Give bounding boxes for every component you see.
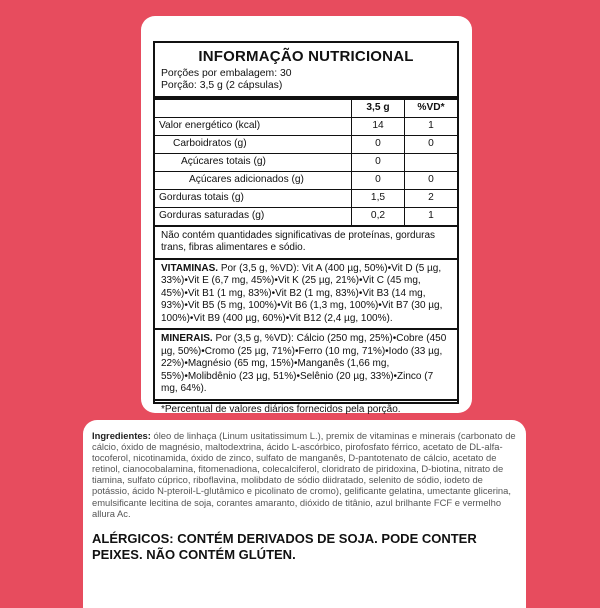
table-row [155, 153, 457, 171]
row-amount: 14 [352, 117, 405, 135]
minerals-section [155, 330, 457, 401]
row-amount: 1,5 [352, 189, 405, 207]
minerals-text: Por (3,5 g, %VD): Cálcio (250 mg, 25%)•Cobre (450 µg, 50%)•Cromo (25 µg, 71%)•Ferro (10 mg, 71%)•Iodo (33 µg, 22%)•Magnésio (65 mg, 15%)•Manganês (1,66 mg, 55%)•Molibdênio (23 µg, 51%)•Selênio (20 µg, 33%)•Zinco (7 mg, 64%). [161, 333, 447, 395]
row-label: Açúcares totais (g) [155, 153, 352, 171]
table-row [155, 207, 457, 226]
row-amount: 0 [352, 135, 405, 153]
row-dv: 0 [405, 171, 458, 189]
row-amount: 0 [352, 153, 405, 171]
ingredients-text-block [92, 430, 518, 519]
table-row [155, 117, 457, 135]
nutrition-facts-label [153, 41, 459, 415]
row-label: Carboidratos (g) [155, 135, 352, 153]
label-title: INFORMAÇÃO NUTRICIONAL [198, 48, 414, 65]
row-label: Gorduras saturadas (g) [155, 207, 352, 226]
nutrition-table [155, 100, 457, 227]
footnote: *Percentual de valores diários fornecidos pela porção. [161, 403, 401, 415]
vitamins-text: Por (3,5 g, %VD): Vit A (400 µg, 50%)•Vit D (5 µg, 33%)•Vit E (6,7 mg, 45%)•Vit K (25 µg, 21%)•Vit C (45 mg, 45%)•Vit B1 (1 mg, 83%)•Vit B2 (1 mg, 83%)•Vit B3 (14 mg, 93%)•Vit B5 (5 mg, 100%)•Vit B6 (1,3 mg, 100%)•Vit B7 (30 µg, 100%)•Vit B9 (400 µg, 60%)•Vit B12 (2,4 µg, 100%). [161, 262, 443, 324]
table-row [155, 135, 457, 153]
row-dv: 1 [405, 117, 458, 135]
minerals-label: MINERAIS. [161, 333, 213, 345]
servings-per-package: Porções por embalagem: 30 [161, 68, 292, 79]
vitamins-section [155, 260, 457, 331]
serving-size: Porção: 3,5 g (2 cápsulas) [161, 80, 283, 92]
row-amount: 0 [352, 171, 405, 189]
row-dv: 1 [405, 207, 458, 226]
table-row [155, 171, 457, 189]
header-cell-label [155, 100, 352, 118]
header-cell-dv: %VD* [405, 100, 458, 118]
row-dv: 0 [405, 135, 458, 153]
allergens-statement: ALÉRGICOS: CONTÉM DERIVADOS DE SOJA. PODE CONTER PEIXES. NÃO CONTÉM GLÚTEN. [92, 531, 477, 563]
vitamins-label: VITAMINAS. [161, 262, 219, 274]
ingredients-text: óleo de linhaça (Linum usitatissimum L.), premix de vitaminas e minerais (carbonato de cálcio, óxido de magnésio, maltodextrina, ácido L-ascórbico, pirofosfato férrico, acetato de DL-alfa-tocoferol, nicotinamida, óxido de zinco, sulfato de manganês, D-pantotenato de cálcio, acetato de retinol, cianocobalamina, fitomenadiona, colecalciferol, cloridrato de piridoxina, D-biotina, nitrato de tiamina, sulfato cúprico, riboflavina, molibdato de sódio diidratado, selenito de sódio, iodeto de potássio, ácido N-pteroil-L-glutâmico e picolinato de cromo), gelificante gelatina, umectante glicerina, emulsificante lecitina de soja, corantes amaranto, dióxido de titânio, azul brilhante FCF e vermelho allura Ac. [92, 430, 516, 519]
row-label: Gorduras totais (g) [155, 189, 352, 207]
table-row [155, 189, 457, 207]
row-dv: 2 [405, 189, 458, 207]
row-label: Valor energético (kcal) [155, 117, 352, 135]
table-header-row [155, 100, 457, 118]
ingredients-label: Ingredientes: [92, 430, 151, 441]
header-cell-amount: 3,5 g [352, 100, 405, 118]
row-label: Açúcares adicionados (g) [155, 171, 352, 189]
row-amount: 0,2 [352, 207, 405, 226]
row-dv [405, 153, 458, 171]
insignificant-note: Não contém quantidades significativas de proteínas, gorduras trans, fibras alimentares e sódio. [155, 227, 457, 260]
